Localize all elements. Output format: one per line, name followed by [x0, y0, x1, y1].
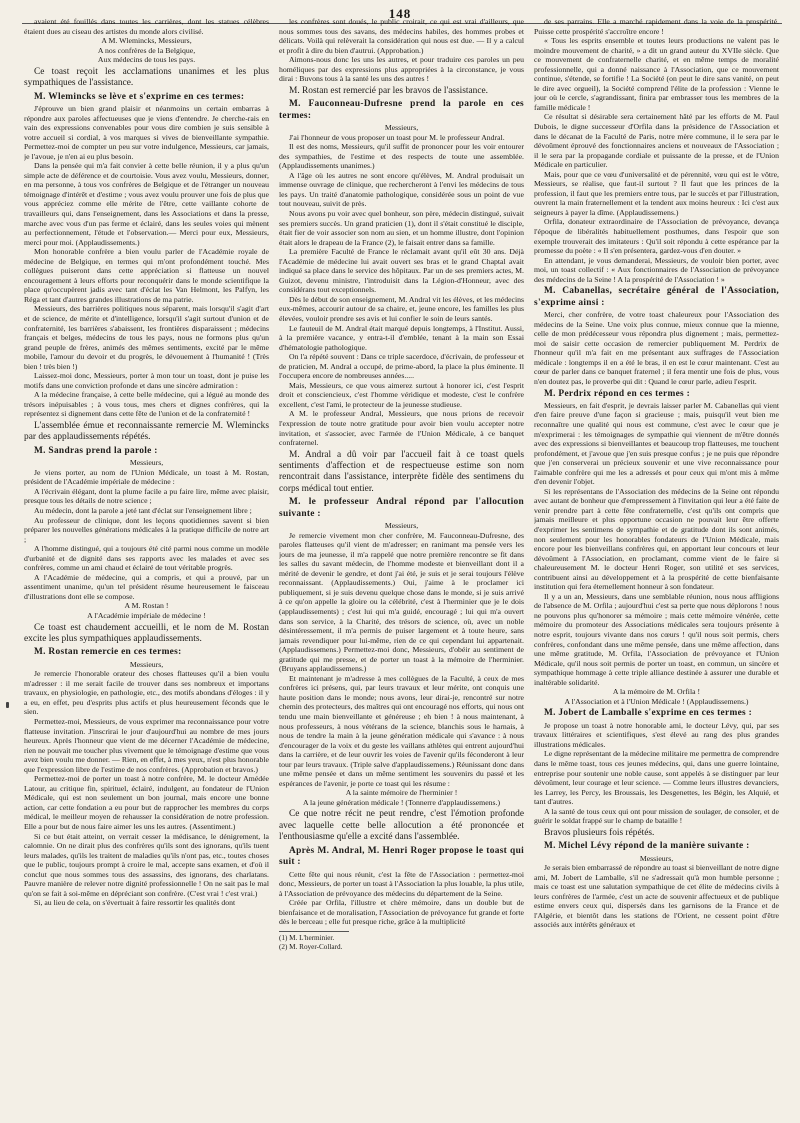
- speaker-intro: M. Sandras prend la parole :: [34, 445, 158, 456]
- speaker-intro: Après M. Andral, M. Henri Roger propose le toast qui suit :: [279, 845, 524, 868]
- narrative-heading: Ce toast reçoit les acclamations unanimes et les plus sympathiques de l'assistance.: [24, 66, 269, 89]
- toast-line: A l'Association et à l'Union Médicale ! (Applaudissemens.): [564, 696, 749, 706]
- paragraph: Au professeur de clinique, dont les leçons quotidiennes savent si bien préparer les nouvelles générations médicales à la pratique difficile de notre art ;: [24, 515, 269, 544]
- salutation: Messieurs,: [384, 123, 419, 133]
- toast-line: A M. Rostan !: [124, 601, 169, 611]
- speaker-heading: [279, 846, 524, 869]
- paragraph: Je propose un toast à notre honorable ami, le docteur Lévy, qui, par ses travaux littéraires et scientifiques, s'est élevé au rang des plus grandes illustrations médicales.: [534, 720, 779, 749]
- toast-line: Aux médecins de tous les pays.: [97, 55, 196, 65]
- paragraph: Merci, cher confrère, de votre toast chaleureux pour l'Association des médecins de la Seine. Une voix plus connue, mieux connue que la mienne, celle de mon prédécesseur vous répondra plus dignement ; mais, permettez-moi de saisir cette occasion de remercier publiquement M. Perdrix de l'honneur qu'il m'a fait en me présentant aux suffrages de l'Association médicale : longtemps il en a été le bras, il en est le cœur maintenant. C'est au cœur de parler dans ce banquet fraternel ; il fera mentir une fois de plus, vous n'en doutez pas, le proverbe qui dit : Quand le cœur parle, adieu l'esprit.: [534, 310, 779, 386]
- paragraph: Je remercie vivement mon cher confrère, M. Fauconneau-Dufresne, des paroles flatteuses qu'il vient de m'adresser; en ranimant ma pensée vers les jours de ma jeunesse, il m'a rappelé que notre première rencontre se fit dans les salles du savant médecin, de l'homme modeste et bienveillant dont il a mérité de devenir le gendre, et dont j'ai été, je suis et je serai toujours l'élève reconnaissant. (Applaudissements.) Oui, j'aime à le proclamer ici publiquement, si je suis devenu quelque chose dans le monde, si je suis arrivé à ce qu'on appelle la gloire ou la célébrité, c'est à l'herminier que je le dois (applaudissements) ; c'est lui qui m'a guidé, encouragé ; lui qui m'a ouvert dans son service, à la Charité, des trésors de science, où, avec un noble désintéressement, il m'a permis de puiser largement et à toute heure, sans jamais revendiquer pour lui-même, rien de ce qui cependant lui appartenait. (Applaudissemens.) Permettez-moi donc, Messieurs, d'obéir au sentiment de gratitude qui me presse, et de porter un toast à la mémoire de l'herminier. (Bruyans applaudissemens.): [279, 530, 524, 674]
- salutation: Messieurs,: [639, 853, 674, 863]
- speaker-intro: M. le professeur Andral répond par l'allocution suivante :: [279, 497, 524, 519]
- text-columns: [24, 17, 780, 1117]
- paragraph: Messieurs, des barrières politiques nous séparent, mais lorsqu'il s'agit d'art et de science, de mérite et d'intelligence, lorsqu'il s'agit surtout d'union et de confraternité, les barrières s'abaissent, les frontières disparaissent ; médecins français et belges, médecins de tous les pays, nous ne formons plus qu'un grand peuple de frères, animés des mêmes sentiments, excité par le même mobile, l'amour du devoir et du progrès, le dévouement à l'humanité ! (Très bien ! très bien !): [24, 304, 269, 371]
- speaker-intro: M. Perdrix répond en ces termes :: [544, 388, 691, 399]
- narrative-heading: Ce que notre récit ne peut rendre, c'est l'émotion profonde avec laquelle cette belle allocution a été prononcée et l'enthousiasme qu'elle a excité dans l'assemblée.: [279, 809, 524, 843]
- paragraph: Si ce but était atteint, on verrait cesser la médisance, le dénigrement, la calomnie. On ne dirait plus des confrères qu'ils sont des ignorans, qu'ils tuent leurs malades, qu'ils les traitent de maladies qu'ils n'ont pas, etc., toutes choses que le public, toujours prompt à croire le mal, accepte sans examen, et d'où il conclut que nous sommes tous des assassins, des ignorans, des charlatans. Pauvre manière de relever notre dignité professionnelle ! On ne sait pas le mal qu'on se fait à soi-même en dépréciant son confrère. (C'est vrai ! c'est vrai.): [24, 831, 269, 898]
- ink-mark: [6, 702, 9, 708]
- paragraph: Le digne représentant de la médecine militaire me permettra de comprendre dans le même toast, tous ces jeunes médecins, qui, dans une guerre lointaine, entreprise pour soutenir une noble cause, sont appelés à se distinguer par leur dévoûment, leur courage et leur science. — Comme leurs illustres devanciers, les Larrey, les Percy, les Broussais, les Desgenettes, les Bégin, les Alquié, et tant d'autres.: [534, 749, 779, 807]
- paragraph: Cette fête qui nous réunit, c'est la fête de l'Association : permettez-moi donc, Messieurs, de porter un toast à l'Association la plus louable, la plus utile, à l'Association de prévoyance des médecins du département de la Seine.: [279, 869, 524, 898]
- speaker-heading: [24, 446, 269, 457]
- toast-line: A la jeune génération médicale ! (Tonnerre d'applaudissemens.): [302, 797, 501, 807]
- paragraph: A l'âge où les autres ne sont encore qu'élèves, M. Andral produisait un immense ouvrage de clinique, que rechercheront à l'envi les médecins de tous les pays. Un traité d'anatomie pathologique, considérée sous un point de vue tout nouveau, suivit de près.: [279, 170, 524, 209]
- paragraph: Il est des noms, Messieurs, qu'il suffit de prononcer pour les voir entourer des sympathies, de l'estime et des respects de toute une assemblée. (Applaudissements unanimes.): [279, 142, 524, 171]
- toast-line: A la sainte mémoire de l'herminier !: [345, 788, 458, 798]
- salutation: Messieurs,: [384, 521, 419, 531]
- paragraph: avaient été fouillés dans toutes les carrières, dont les statues célèbres étaient dues au ciseau des artistes du monde alors civilisé.: [24, 17, 269, 36]
- paragraph: Je remercie l'honorable orateur des choses flatteuses qu'il a bien voulu m'adresser : il me serait facile de trouver dans ses nombreux et importans travaux, en physiologie, en pathologie, etc., des motifs abondans d'éloges : il y a eu, en effet, peu d'esprits plus actifs et plus heureusement féconds que le sien.: [24, 669, 269, 717]
- speaker-heading: [24, 647, 269, 658]
- paragraph: J'éprouve un bien grand plaisir et néanmoins un certain embarras à répondre aux paroles affectueuses que je viens d'entendre. Je cherche-rais en vain des expressions convenables pour vous dire combien je suis sensible à votre accueil si cordial, à vos marques si vives de bienveillante sympathie. Permettez-moi de compter un peu sur votre indulgence, Messieurs, car jamais, je l'avoue, je n'en ai eu plus besoin.: [24, 103, 269, 161]
- footnote: (2) M. Royer-Collard.: [279, 943, 343, 952]
- paragraph: Et maintenant je m'adresse à mes collègues de la Faculté, à ceux de mes confrères ici présens, qui, par leurs travaux et leur mérite, ont conquis une haute position dans le monde; nous avons, leur dirai-je, rencontré sur notre chemin des protecteurs, des maîtres qui ont encouragé nos efforts, qui nous ont tendu une main bienveillante et généreuse ; eh bien ! à nous maintenant, à nous professeurs, à nous vétérans de la science, blanchis sous le harnais, à nous de tendre la main à la jeune génération médicale qui s'avance : à nous d'encourager de la voix et du geste les vaillans athlètes qui entrent aujourd'hui dans la carrière, et de leur ouvrir les voies de l'avenir qu'ils féconderont à leur tour par leurs travaux. (Triple salve d'applaudissemens.) Réunissant donc dans une même pensée et dans un même sentiment les souvenirs du passé et les espérances de l'avenir, je porte ce toast qui les résume :: [279, 673, 524, 788]
- narrative-heading: L'assemblée émue et reconnaissante remercie M. Wlemincks par des applaudissements répétés.: [24, 421, 269, 443]
- paragraph: Si les représentans de l'Association des médecins de la Seine ont répondu avec autant de bonheur que d'empressement à l'invitation qui leur a été faite de venir prendre part à cette fête confraternelle, c'est qu'ils ont compris que jamais meilleure et plus opportune occasion ne pouvait leur être offerte d'exprimer les sentimens de sympathie et de gratitude dont ils sont animés, non seulement pour les honorables fondateurs de l'Union Médicale, mais encore pour les bienveillans confrères qui, en apportant leur concours et leur dévoûment à l'Association, en proclamant, comme vient de le faire si chaleureusement M. le docteur Henri Roger, son utilité et ses services, contribuent ainsi au développement et à la prospérité de cette bienfaisante institution qui fera éternellement honneur à son fondateur.: [534, 486, 779, 592]
- footnote: (1) M. L'herminier.: [279, 933, 335, 942]
- paragraph: A l'Académie de médecine, qui a compris, et qui a prouvé, par un assentiment unanime, qu'un tel président résume heureusement le faisceau d'illustrations dont elle se compose.: [24, 572, 269, 601]
- toast-line: A nos confrères de la Belgique,: [97, 45, 196, 55]
- paragraph: « Tous les esprits ensemble et toutes leurs productions ne valent pas le moindre mouvement de charité, » a dit un grand auteur du XVIIe siècle. Que ce mouvement de confraternelle charité, et en même temps de moralité professionnelle, qui a donné naissance à l'Association, que ce mouvement continue, s'étende, se fortifie ! La Société (on peut le dire sans vanité, on peut le dire avec orgueil), la Société comprend l'élite de la profession : Vienne le jour où le cercle, s'agrandissant, finira par embrasser tous les membres de la famille médicale !: [534, 36, 779, 112]
- narrative-heading: M. Andral a dû voir par l'accueil fait à ce toast quels sentiments d'affection et de respectueuse estime son nom rencontrait dans l'assistance, interprète fidèle des sentimens du corps médical tout entier.: [279, 449, 524, 494]
- paragraph: Permettez-moi de porter un toast à notre confrère, M. le docteur Amédée Latour, au critique fin, spirituel, éclairé, indulgent, au fondateur de l'Union Médicale, qui est non seulement un bon journal, mais encore une bonne action, car cette fondation a eu pour but de rapprocher les membres du corps médical, le meilleur moyen de rehausser la considération de notre profession. Elle a pour but de nous faire aimer les uns les autres. (Assentiment.): [24, 774, 269, 832]
- paragraph: Si, au lieu de cela, on s'évertuait à faire ressortir les qualités dont: [34, 898, 236, 908]
- paragraph: A la santé de tous ceux qui ont pour mission de soulager, de consoler, et de guérir le soldat frappé sur le champ de bataille !: [534, 806, 779, 826]
- paragraph: A l'écrivain élégant, dont la plume facile a pu faire lire, même avec plaisir, presque tous les détails de notre science ;: [24, 486, 269, 506]
- paragraph: Messieurs, en fait d'esprit, je devrais laisser parler M. Cabanellas qui vient d'en faire preuve d'une façon si gracieuse ; mais, puisqu'il veut bien me reconnaître une qualité qui nous est commune, c'est avec le cœur que je m'exprimerai : les témoignages de sympathie qui viennent de m'être donnés avec des expressions si bienveillantes et beaucoup trop flatteuses, me touchent profondément, et j'avoue que j'en suis presque confus ; je ne puis que répondre que j'en conserverai un précieux souvenir et une vive reconnaissance pour l'aimable confrère qui me les a adressés et pour ceux qui m'ont mis à même d'en devenir l'objet.: [534, 400, 779, 487]
- speaker-intro: M. Rostan remercie en ces termes:: [34, 647, 182, 658]
- narrative-heading: M. Rostan est remercié par les bravos de l'assistance.: [289, 85, 489, 96]
- column-middle: [279, 17, 524, 1115]
- paragraph: Il y a un an, Messieurs, dans une semblable réunion, nous nous affligions de l'absence de M. Orfila ; aujourd'hui c'est sa perte que nous déplorons ! nous ne pouvons plus qu'honorer sa mémoire ; mais cette mémoire vénérée, cette mémoire du promoteur des Associations médicales sera toujours présente à notre esprit, toujours vivante dans nos cœurs ! qu'il nous soit permis, chers confrères, confondant dans une même pensée, dans une même affection, dans une même gratitude, M. Orfila, l'Association de prévoyance et l'Union Médicale, qu'il nous soit permis de porter un toast, en commun, un sincère et sympathique hommage à cette triple alliance destinée à assurer une durable et inaltérable solidarité.: [534, 591, 779, 687]
- paragraph: Créée par Orfila, l'illustre et chère mémoire, dans un double but de bienfaisance et de moralisation, l'Association de prévoyance fut grande et forte dès le berceau ; elle fut presque riche, grâce à la multiplicité: [279, 898, 524, 927]
- speaker-heading: [534, 708, 779, 719]
- speaker-heading: [534, 389, 779, 400]
- paragraph: La première Faculté de France le réclamait avant qu'il eût 30 ans. Déjà l'Académie de médecine lui avait ouvert ses bras et le grand Chaptal avait indiqué sa place dans le service des hôpitaux. Par un de ses premiers actes, M. Guizot, devenu ministre, l'introduisit dans la Légion-d'Honneur, avec des considérans tout exceptionnels.: [279, 247, 524, 295]
- paragraph: Mais, Messieurs, ce que vous aimerez surtout à honorer ici, c'est l'esprit droit et consciencieux, c'est l'homme véridique et modeste, c'est le confrère excellent, c'est l'ami, le protecteur de la jeunesse studieuse.: [279, 380, 524, 409]
- speaker-heading: [24, 92, 269, 103]
- paragraph: Permettez-moi, Messieurs, de vous exprimer ma reconnaissance pour votre flatteuse invitation. J'inscrirai le jour d'aujourd'hui au nombre de mes jours heureux. Après l'honneur que vient de me décerner l'Académie de médecine, rien ne pouvait me toucher plus vivement que le témoignage d'estime que vous avez bien voulu me donner. — Rien, en effet, à mes yeux, n'est plus honorable que l'expression libre de l'estime de nos confrères. (Approbation et bravos.): [24, 717, 269, 774]
- paragraph: Mon honorable confrère a bien voulu parler de l'Académie royale de médecine de Belgique, en termes qui m'ont profondément touché. Mes collègues puiseront dans cette appréciation si flatteuse un nouvel encouragement à leurs efforts pour reconquérir dans le monde scientifique la place qu'occupèrent jadis avec tant d'éclat les Van Helmont, les Palfyn, les Réga et tant d'autres grandes illustrations de ma patrie.: [24, 247, 269, 304]
- paragraph: A la médecine française, à cette belle médecine, qui a légué au monde des trésors inépuisables ; à vous tous, mes chers et dignes confrères, qui la représentez si dignement dans cette fête de l'union et de la confraternité !: [24, 390, 269, 419]
- paragraph: Je serais bien embarrassé de répondre au toast si bienveillant de notre digne ami, M. Jobert de Lamballe, s'il ne s'adressait qu'à mon humble personne ; mais ce toast est une salutation sympathique de cet élite de médecins civils à leurs confrères de l'armée, c'est un acte de souvenir affectueux et de publique estime envers ceux qui, dispersés dans les garnisons de la France et de l'Algérie, et bientôt dans les stations de l'Orient, ne cessent point d'être associés aux intérêts généraux et: [534, 863, 779, 930]
- paragraph: A l'homme distingué, qui a toujours été cité parmi nous comme un modèle d'urbanité et de dignité dans ses rapports avec les malades et avec ses confrères, comme un ami chaud et éclairé de tout véritable progrès.: [24, 544, 269, 573]
- narrative-heading: Ce toast est chaudement accueilli, et le nom de M. Rostan excite les plus sympathiques applaudissements.: [24, 622, 269, 644]
- page-number: 148: [388, 6, 412, 21]
- speaker-heading: [279, 497, 524, 520]
- salutation: Messieurs,: [129, 659, 164, 669]
- paragraph: de ses parrains. Elle a marché rapidement dans la voie de la prospérité. Puisse cette prospérité s'accroître encore !: [534, 17, 779, 36]
- paragraph: Au médecin, dont la parole a jeté tant d'éclat sur l'enseignement libre ;: [34, 505, 252, 515]
- paragraph: J'ai l'honneur de vous proposer un toast pour M. le professeur Andral.: [289, 132, 505, 142]
- speaker-intro: M. Fauconneau-Dufresne prend la parole en ces termes:: [279, 99, 524, 121]
- speaker-intro: M. Wlemincks se lève et s'exprime en ces termes:: [34, 91, 245, 102]
- speaker-intro: M. Michel Lévy répond de la manière suivante :: [544, 841, 750, 852]
- speaker-intro: M. Cabanellas, secrétaire général de l'Association, s'exprime ainsi :: [534, 286, 779, 308]
- paragraph: On l'a répété souvent : Dans ce triple sacerdoce, d'écrivain, de professeur et de praticien, M. Andral a occupé, de prime-abord, la place la plus éminente. Il l'occupera encore de nombreuses années.....: [279, 352, 524, 381]
- salutation: Messieurs,: [129, 458, 164, 468]
- paragraph: Mais, pour que ce vœu d'universalité et de pérennité, vœu qui est le vôtre, Messieurs, se réalise, que faut-il surtout ? Il faut que les princes de la profession, il faut que les premiers entre tous, par le succès et par l'illustration, ouvrent la main fraternellement et la tendent aux moins heureux : Ici c'est aux seigneurs à payer la dîme. (Applaudissemens.): [534, 169, 779, 217]
- speaker-heading: [534, 286, 779, 309]
- paragraph: Laissez-moi donc, Messieurs, porter à mon tour un toast, dont je puise les motifs dans une conviction profonde et dans une sincère admiration :: [24, 371, 269, 390]
- paragraph: Dès le début de son enseignement, M. Andral vit les élèves, et les médecins eux-mêmes, accourir autour de sa chaire, et, jeune encore, les familles les plus élevées, vouloir prendre ses avis et lui confier le soin de leurs santés.: [279, 294, 524, 323]
- narrative-heading: Bravos plusieurs fois répétés.: [544, 827, 655, 838]
- speaker-heading: [279, 99, 524, 122]
- toast-line: A l'Académie impériale de médecine !: [87, 610, 206, 620]
- paragraph: A M. le professeur Andral, Messieurs, que nous prions de recevoir l'expression de toute notre gratitude pour avoir bien voulu accepter notre invitation, et s'associer, avec l'armée de l'Union Médicale, à ce banquet confraternel.: [279, 409, 524, 448]
- toast-line: A M. Wlemincks, Messieurs,: [101, 36, 192, 46]
- footnotes: [279, 931, 349, 953]
- paragraph: Dans la pensée qui m'a fait convier à cette belle réunion, il y a plus qu'un simple acte de déférence et de courtoisie. Vous avez voulu, Messieurs, donner, en ma personne, à tous vos confrères de Belgique et de l'étranger un nouveau témoignage d'intérêt et d'estime ; vous avez voulu prouver une fois de plus que vous appréciez comme elle mérite de l'être, cette vaillante cohorte de travailleurs qui, dans l'enseignement, dans les Associations et dans la presse, marche avec vous d'un pas ferme et éclairé, dans les seules voies qui mènent au perfectionnement, l'étude et l'observation.— Merci pour eux, Messieurs, merci pour moi. (Applaudissements.): [24, 161, 269, 247]
- paragraph: En attendant, je vous demanderai, Messieurs, de vouloir bien porter, avec moi, un toast collectif : « Aux fonctionnaires de l'Association de prévoyance des médecins de la Seine ! A la prospérité de l'Association ! »: [534, 255, 779, 284]
- speaker-intro: M. Jobert de Lamballe s'exprime en ces termes :: [544, 708, 753, 719]
- speaker-heading: [534, 841, 779, 852]
- paragraph: Nous avons pu voir avec quel bonheur, son père, médecin distingué, suivait ses premiers succès. Un grand praticien (1), dont il s'était constitué le disciple, était fier de voir associer son nom au sien, et un homme illustre, dont l'opinion était alors le drapeau de la France (2), le faisait entrer dans sa famille.: [279, 208, 524, 247]
- column-left: [24, 17, 269, 1115]
- paragraph: les confrères sont doués, le public croirait, ce qui est vrai d'ailleurs, que nous sommes tous des savans, des médecins habiles, des hommes probes et délicats. Voilà qui relèverait la considération qui nous est due. — Il y a calcul et profit à dire du bien d'autrui. (Approbation.): [279, 17, 524, 55]
- toast-line: A la mémoire de M. Orfila !: [612, 687, 701, 697]
- column-right: [534, 17, 779, 1115]
- paragraph: Ce résultat si désirable sera certainement hâté par les efforts de M. Paul Dubois, le digne successeur d'Orfila dans la présidence de l'Association et dans le décanat de la Faculté de Paris, notre mère commune, il le sera par le dévoûment éprouvé des fonctionnaires anciens et nouveaux de l'Association ; il le sera par la propagande cordiale et puissante de la presse, et de l'Union Médicale en particulier.: [534, 112, 779, 170]
- paragraph: Orfila, donateur extraordinaire de l'Association de prévoyance, devança l'époque de libéralités habituellement posthumes, dans l'espoir que son exemple trouverait des imitateurs : Qu'il soit répondu à cette espérance par la promesse du poète : « Il s'en présentera, gardez-vous d'en douter. »: [534, 217, 779, 256]
- paragraph: Je viens porter, au nom de l'Union Médicale, un toast à M. Rostan, président de l'Académie impériale de médecine :: [24, 467, 269, 487]
- paragraph: Aimons-nous donc les uns les autres, et pour traduire ces paroles un peu homéliques par des expressions plus appropriées à la circonstance, je vous dirai : Buvons tous à la santé les uns des autres !: [279, 55, 524, 84]
- paragraph: Le fauteuil de M. Andral était marqué depuis longtemps, à l'Institut. Aussi, à la première vacance, y entra-t-il d'emblée, tenant à la main son Essai d'hématologie pathologique.: [279, 323, 524, 352]
